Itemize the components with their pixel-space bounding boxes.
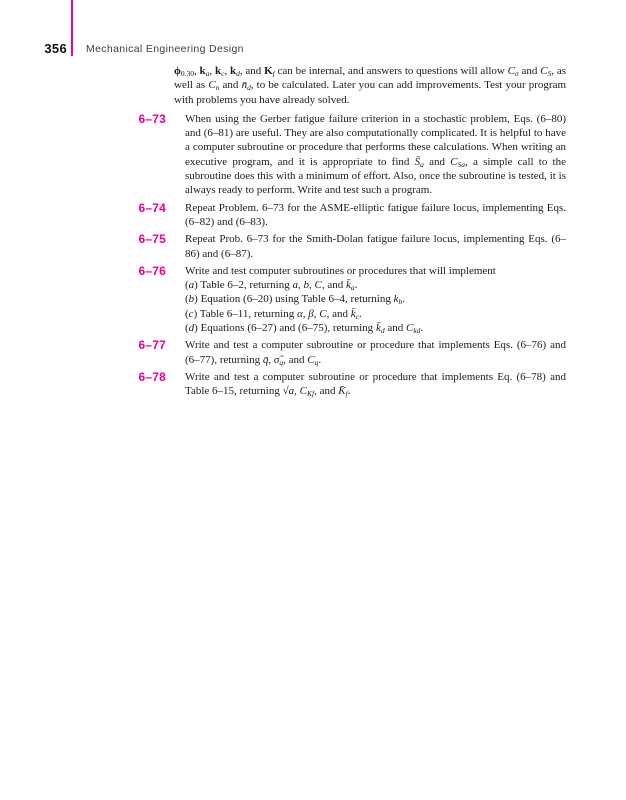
text-segment: . [402, 293, 405, 306]
text-segment: β [308, 307, 314, 320]
text-segment: C [299, 385, 307, 398]
problem-text [185, 112, 566, 198]
text-segment: , and [326, 307, 351, 320]
problem-paragraph [185, 307, 566, 321]
text-segment: can be internal, and answers to questions will allow [274, 65, 508, 77]
text-segment: C [507, 65, 516, 77]
text-segment: c [221, 69, 225, 78]
problem-6-75 [0, 232, 626, 261]
text-segment: , and [239, 65, 265, 77]
text-segment: S̄ [414, 155, 421, 168]
text-segment: K [264, 65, 273, 77]
problem-paragraph [185, 201, 566, 230]
text-segment: α [296, 307, 303, 320]
text-segment: C [405, 322, 414, 335]
text-segment: , [308, 279, 315, 292]
text-segment: q [279, 357, 284, 367]
problem-paragraph [185, 278, 566, 292]
problem-number: 6–76 [138, 263, 166, 278]
text-segment: , a simple call to the subroutine does this with a minimum of effort. Also, once the subroutine is tested, it is always ready to perform. Write and test such a program. [185, 155, 566, 197]
text-segment: When using the Gerber fatigue failure criterion in a stochastic problem, Eqs. (6–80) and (6–81) are useful. They are also computationally complicated. It is helpful to have a computer subroutine or procedure that performs these calculations. When writing an executive program, and it is appropriate to find [185, 112, 566, 168]
problem-6-74 [0, 201, 626, 230]
text-segment: k [393, 293, 399, 306]
text-segment: c [355, 311, 359, 321]
text-segment: ( [185, 279, 189, 292]
text-segment: K̄ [338, 385, 346, 398]
text-segment: S [547, 69, 552, 78]
text-segment: b [188, 293, 195, 306]
text-segment: c [188, 307, 194, 320]
text-segment: C [319, 307, 327, 320]
text-segment: , [209, 65, 215, 77]
text-segment: C [208, 79, 216, 92]
problem-text [185, 201, 566, 230]
problem-number: 6–75 [138, 232, 166, 247]
problem-paragraph [185, 292, 566, 306]
text-segment: k̄ [350, 307, 356, 320]
header-accent-rule [71, 0, 73, 56]
text-segment: Write and test a computer subroutine or procedure that implements Eq. (6–78) and Table 6–15, returning [185, 370, 566, 398]
text-segment: k [229, 65, 237, 77]
text-segment: , and [321, 279, 346, 292]
text-segment: , and [283, 353, 308, 366]
text-segment: Repeat Problem. 6–73 for the ASME-elliptic fatigue failure locus, implementing Eqs. (6–82) and (6–83). [185, 201, 566, 228]
problem-number: 6–74 [138, 200, 166, 215]
text-segment: ( [185, 307, 189, 320]
problem-paragraph [185, 321, 566, 335]
text-segment: . [347, 385, 351, 398]
text-segment: . [354, 279, 358, 292]
text-segment: σ̂ [273, 353, 280, 366]
text-segment: and [423, 155, 451, 168]
text-segment: d [236, 69, 240, 78]
problem-number: 6–73 [138, 111, 166, 126]
text-segment: ) Equation (6–20) using Table 6–4, returning [194, 293, 394, 306]
text-segment: a [292, 279, 298, 292]
text-segment: Kf [306, 389, 315, 399]
problem-text [185, 264, 566, 335]
problem-6-76 [0, 264, 626, 335]
text-segment: n [215, 83, 220, 93]
text-segment: 0.30 [180, 69, 194, 78]
text-segment: and [219, 79, 242, 92]
text-segment: , [302, 307, 309, 320]
text-segment: a [420, 159, 424, 169]
problem-6-78 [0, 370, 626, 399]
text-segment: n̄ [241, 79, 248, 92]
text-segment: . [420, 322, 424, 335]
text-segment: k̄ [375, 322, 381, 335]
text-segment: k [214, 65, 222, 77]
page-number: 356 [44, 41, 67, 56]
text-segment: √ [282, 385, 289, 398]
text-segment: ϕ [174, 65, 181, 77]
problem-text [185, 338, 566, 367]
running-head: Mechanical Engineering Design [86, 43, 244, 55]
text-segment: and [518, 65, 541, 77]
text-segment: C [450, 155, 458, 168]
problem-paragraph [185, 370, 566, 399]
text-segment: , to be calculated. Later you can add improvements. Test your program with problems you have already solved. [174, 79, 567, 106]
text-segment: , [297, 279, 304, 292]
problem-6-77 [0, 338, 626, 367]
text-segment: Write and test computer subroutines or procedures that will implement [185, 264, 496, 277]
text-segment: d [188, 322, 195, 335]
text-segment: kd [413, 326, 421, 336]
problems-list [0, 112, 626, 399]
text-segment: , as well as [174, 65, 567, 92]
text-segment: a [205, 69, 210, 78]
text-segment: b [303, 279, 309, 292]
text-segment: ( [185, 293, 189, 306]
problem-paragraph [185, 112, 566, 198]
text-segment: Repeat Prob. 6–73 for the Smith-Dolan fatigue failure locus, implementing Eqs. (6–86) and (6–87). [185, 233, 566, 260]
text-segment: ) Table 6–2, returning [194, 279, 293, 292]
text-segment: k̄ [345, 279, 351, 292]
text-segment: q [314, 357, 319, 367]
text-segment: σ [515, 69, 519, 78]
text-segment: a [350, 283, 355, 293]
problem-paragraph [185, 232, 566, 261]
text-segment: Write and test a computer subroutine or procedure that implements Eqs. (6–76) and (6–77), returning [185, 339, 566, 366]
text-segment: d [247, 83, 251, 93]
text-segment: d [380, 326, 385, 336]
text-segment: . [358, 307, 362, 320]
problem-number: 6–77 [138, 338, 166, 353]
text-segment: , [294, 385, 300, 398]
text-segment: q̄ [262, 353, 269, 366]
problem-paragraph [185, 264, 566, 278]
text-segment: Sa [457, 159, 466, 169]
text-segment: , [194, 65, 200, 77]
text-segment: b [398, 297, 403, 307]
text-segment: C [540, 65, 548, 77]
text-segment: k [199, 65, 206, 77]
text-segment: f [272, 69, 275, 78]
problem-paragraph [185, 338, 566, 367]
text-segment: , [313, 307, 320, 320]
text-segment: ( [185, 322, 189, 335]
text-segment: , [268, 353, 274, 366]
text-segment: ) Table 6–11, returning [193, 307, 297, 320]
text-segment: a [288, 385, 295, 398]
problem-text [185, 370, 566, 399]
intro-paragraph [174, 64, 566, 107]
page-content [0, 64, 626, 399]
text-segment: ) Equations (6–27) and (6–75), returning [194, 322, 376, 335]
problem-number: 6–78 [138, 369, 166, 384]
text-segment: , and [314, 385, 339, 398]
problem-6-73 [0, 112, 626, 198]
text-segment: . [318, 353, 322, 366]
problem-text [185, 232, 566, 261]
text-segment: f [345, 389, 348, 399]
text-segment: , [224, 65, 230, 77]
text-segment: C [314, 279, 322, 292]
text-segment: C [307, 353, 315, 366]
text-segment: and [384, 322, 406, 335]
text-segment: a [188, 279, 195, 292]
